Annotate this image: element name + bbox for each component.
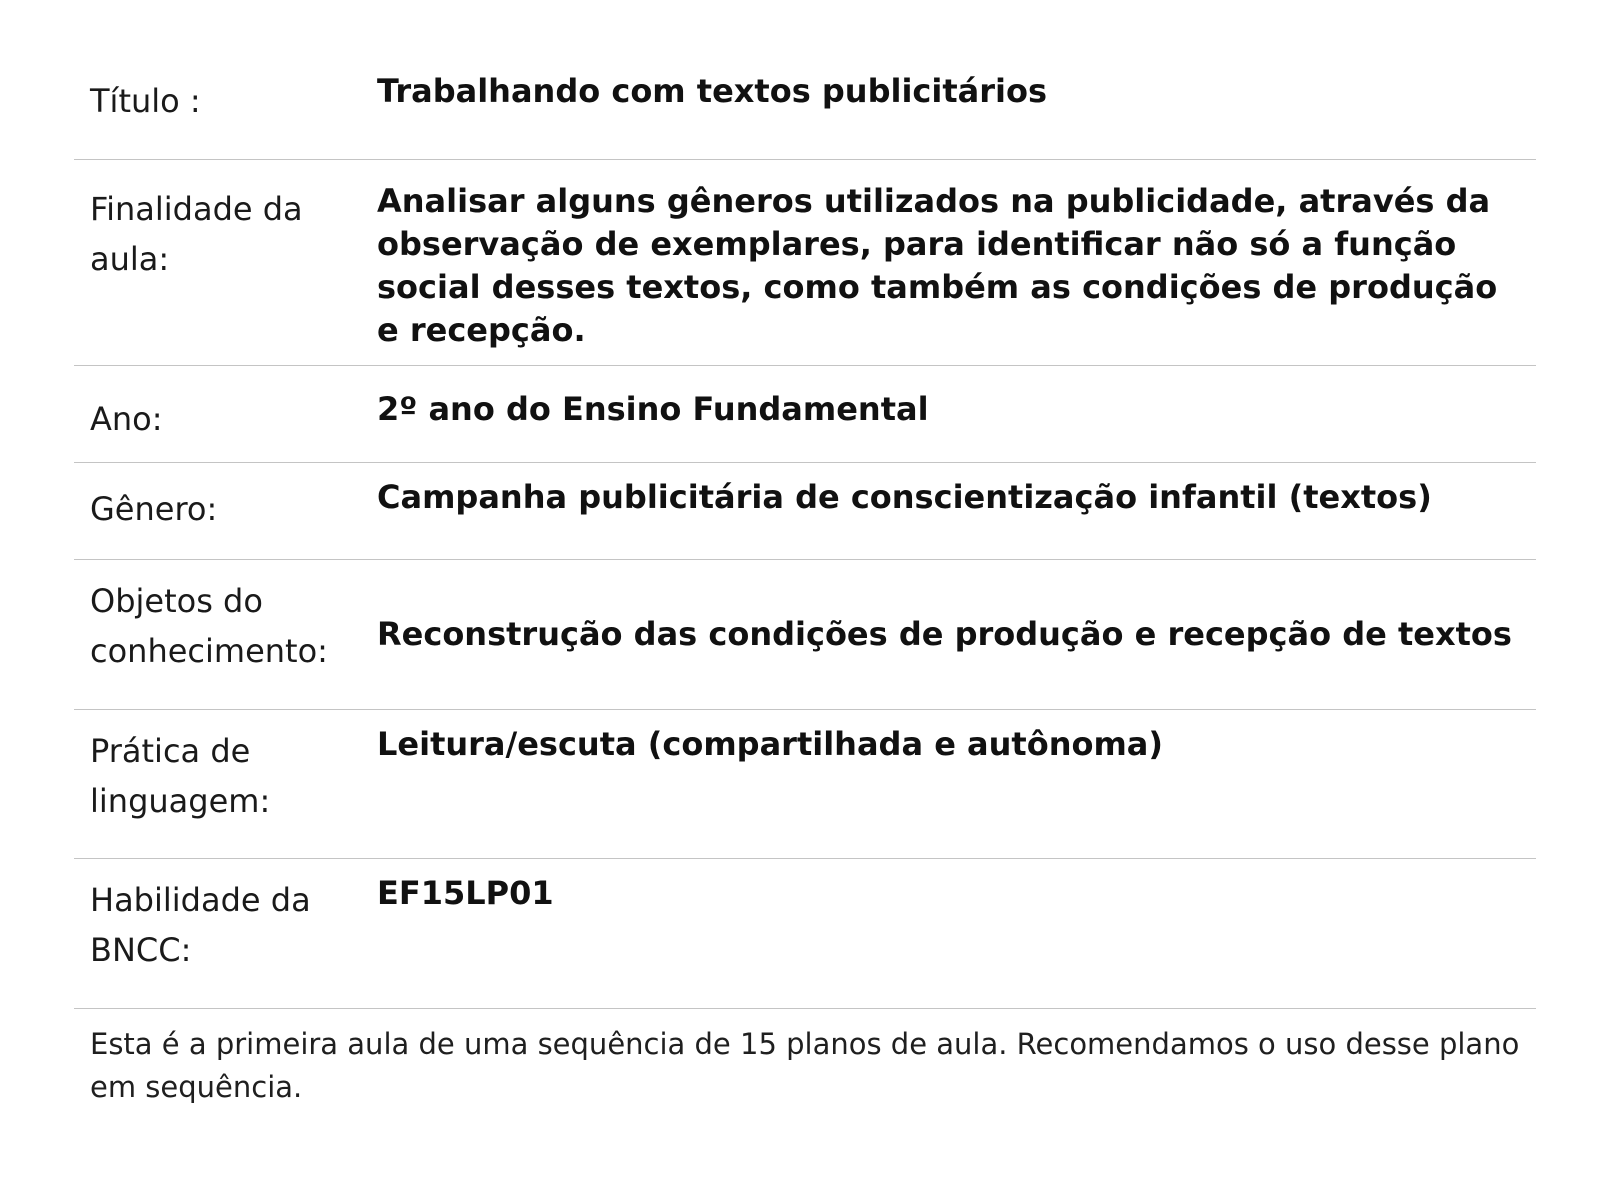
row-value: Trabalhando com textos publicitários [377, 72, 1048, 110]
row-label: Finalidade da aula: [90, 190, 303, 278]
row-label: Prática de linguagem: [90, 732, 271, 820]
row-label: Objetos do conhecimento: [90, 582, 328, 670]
row-ano [74, 366, 1536, 463]
row-label: Ano: [90, 400, 163, 438]
row-objetos [74, 560, 1536, 710]
row-value: Analisar alguns gêneros utilizados na publicidade, através da observação de exemplares, para identificar não só a função social desses textos, como também as condições de produção e recepção. [377, 182, 1498, 349]
row-label: Gênero: [90, 490, 218, 528]
row-habilidade [74, 859, 1536, 1009]
row-value: Leitura/escuta (compartilhada e autônoma) [377, 725, 1164, 763]
row-finalidade [74, 160, 1536, 366]
lesson-plan-table [74, 50, 1536, 1109]
row-label: Habilidade da BNCC: [90, 881, 311, 969]
row-genero [74, 463, 1536, 560]
row-titulo [74, 50, 1536, 160]
row-value: 2º ano do Ensino Fundamental [377, 390, 929, 428]
row-value: Reconstrução das condições de produção e recepção de textos [377, 615, 1512, 653]
row-label: Título : [90, 82, 201, 120]
row-value: EF15LP01 [377, 874, 554, 912]
row-pratica [74, 710, 1536, 859]
sequence-note: Esta é a primeira aula de uma sequência de 15 planos de aula. Recomendamos o uso desse plano em sequência. [90, 1027, 1520, 1104]
row-value: Campanha publicitária de conscientização infantil (textos) [377, 478, 1432, 516]
